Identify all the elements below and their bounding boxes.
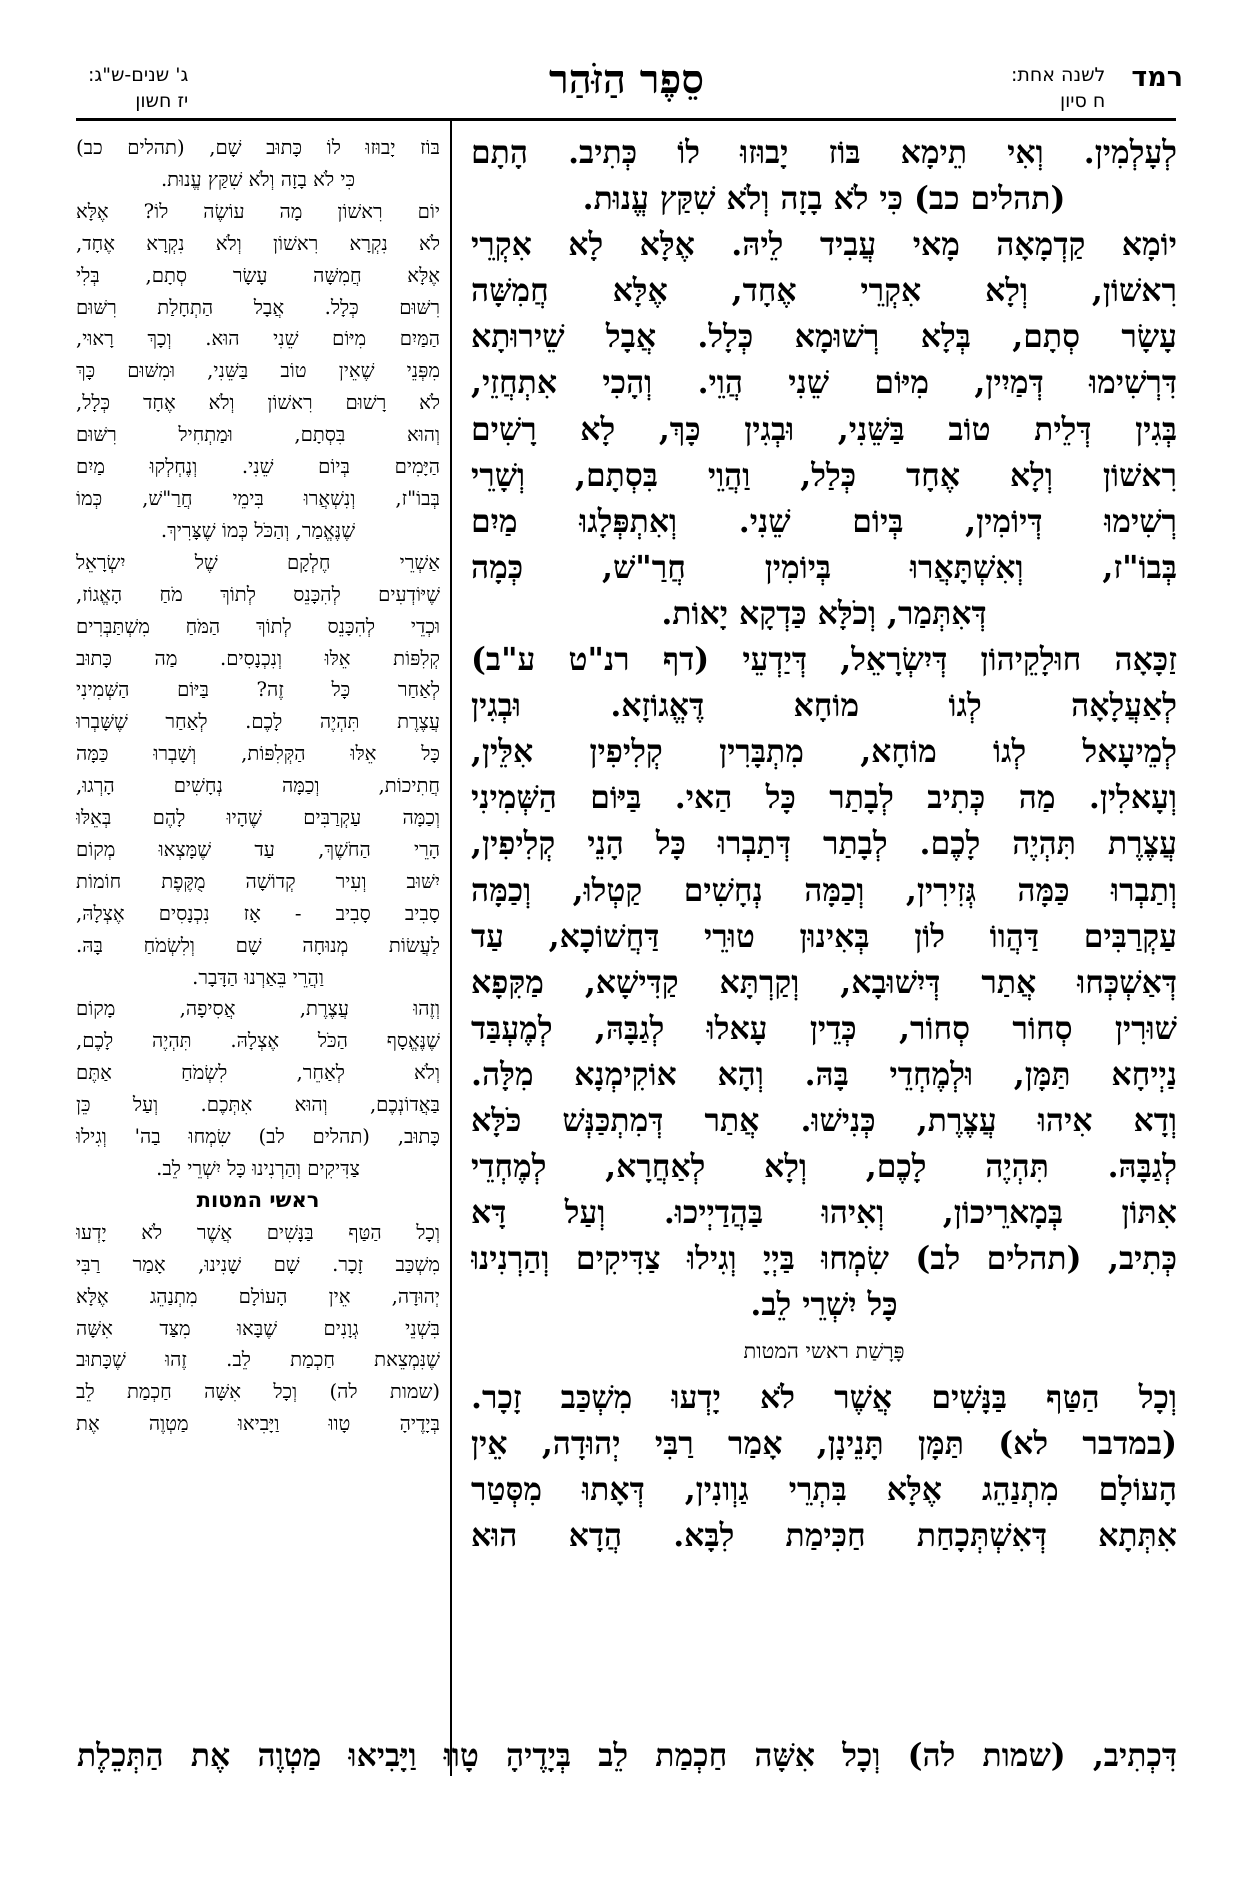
main-line: לְמֵיעָאל לְגוֹ מוֹחָא, מִתְבָּרִין קְלִיפִין אִלֵּין, — [471, 733, 1177, 771]
commentary-line: צַדִּיקִים וְהַרְנִינוּ כָּל יִשְׁרֵי לֵב. — [156, 1157, 360, 1180]
main-line: דְּאִתְּמַר, וְכֹלָּא כַּדְקָא יָאוֹת. — [661, 594, 987, 632]
main-line: אִתּוֹן בְּמָארֵיכוֹן, וְאִיהוּ בַּהֲדַיְיכוּ. וְעַל דָּא — [471, 1194, 1177, 1232]
main-line: אִתְּתָא דְּאִשְׁתְּכָחַת חַכִּימַת לִבָּא. הֲדָא הוּא — [471, 1516, 1177, 1554]
main-line: וְדָא אִיהוּ עֲצֶרֶת, כְּנִישׁוּ. אֲתַר דְּמִתְכַּנְּשׁ כֹּלָּא — [471, 1101, 1177, 1139]
commentary-line: (שמות לה) וְכָל אִשָּׁה חַכְמַת לֵב — [76, 1380, 440, 1404]
commentary-line: אַשְׁרֵי חֶלְקָם שֶׁל יִשְׂרָאֵל — [76, 550, 440, 574]
hebrew-translation-column — [76, 132, 440, 1440]
main-line: לְגַבָּהּ. תִּהְיֶה לָכֶם, וְלָא לְאַחֲרָא, לְמֶחְדֵי — [471, 1148, 1177, 1186]
commentary-line: סָבִיב סָבִיב - אָז נִכְנָסִים אֶצְלָהּ, — [76, 901, 440, 925]
commentary-line: יְהוּדָה, אֵין הָעוֹלָם מִתְנַהֵג אֶלָּא — [76, 1284, 440, 1308]
commentary-line: הַמַּיִם מִיּוֹם שֵׁנִי הוּא. וְכָךְ רָאוּי, — [76, 327, 440, 351]
main-line: רְשִׁימוּ דְּיוֹמִין, בְּיוֹם שֵׁנִי. וְאִתְפְּלָגוּ מַיִם — [471, 502, 1177, 540]
commentary-line: רִשּׁוּם כְּלָל. אֲבָל הַתְחָלַת רִשּׁוּם — [76, 295, 440, 319]
commentary-line: לַעֲשׂוֹת מְנוּחָה שָׁם וְלִשְׂמֹחַ בָּהּ. — [76, 933, 440, 957]
main-line: לְעָלְמִין. וְאִי תֵימָא בּוֹז יָבוּזוּ לוֹ כְּתִיב. הָתָם — [471, 134, 1177, 171]
main-line: דְּאַשְׁכְּחוּ אֲתַר דְּיִשׁוּבָא, וְקַרְתָּא קַדִּישָׁא, מַקִּפָא — [471, 963, 1177, 1001]
three-year-schedule-line-2: יז חשון — [135, 90, 189, 112]
commentary-line: לֹא רָשׁוּם רִאשׁוֹן וְלֹא אֶחָד כְּלָל, — [76, 391, 440, 415]
commentary-line: אֶלָּא חֲמִשָּׁה עָשָׂר סְתָם, בְּלִי — [76, 263, 440, 287]
commentary-line: הַיָּמִים בְּיוֹם שֵׁנִי. וְנֶחְלְקוּ מַיִם — [76, 455, 440, 479]
column-divider — [450, 121, 452, 1776]
book-title: סֵפֶר הַזֹּהַר — [549, 56, 704, 103]
main-line: רִאשׁוֹן וְלָא אֶחָד כְּלַל, וַהֲוֵי בִּסְתָם, וְשָׁרֵי — [471, 456, 1177, 494]
commentary-line: בּוֹז יָבוּזוּ לוֹ כָּתוּב שָׁם, (תהלים כב) — [76, 136, 440, 159]
daily-schedule-line-1: לשנה אחת: — [1011, 64, 1106, 86]
commentary-line: יוֹם רִאשׁוֹן מָה עוֹשֶׂה לוֹ? אֶלָּא — [76, 199, 440, 223]
main-line: זַכָּאָה חוּלָקֵיהוֹן דְּיִשְׂרָאֵל, דְּיַדְעֵי (דף רנ"ט ע"ב) — [471, 641, 1177, 679]
header-left — [88, 62, 188, 114]
main-line: כְּתִיב, (תהלים לב) שִׂמְחוּ בַּיְיָ וְגִילוּ צַדִּיקִים וְהַרְנִינוּ — [471, 1240, 1177, 1278]
commentary-line: וַהֲרֵי בֵּאַרְנוּ הַדָּבָר. — [192, 965, 324, 989]
section-heading: פָּרָשַׁת ראשי המטות — [743, 1339, 905, 1364]
commentary-line: עֲצֶרֶת תִּהְיֶה לָכֶם. לְאַחַר שֶׁשָּׁבְרוּ — [76, 710, 440, 734]
main-line: עַקְרַבִּים דַּהֲווֹ לוֹן בְּאִינוּן טוּרֵי דַּחֲשׁוֹכָא, עַד — [471, 917, 1177, 955]
main-line: בְּבוֹ"ז, וְאִשְׁתָּאֲרוּ בְּיוֹמִין חֲרַ"שׁ, כְּמָה — [471, 548, 1177, 586]
commentary-line: בְּיָדֶיהָ טָווּ וַיָּבִיאוּ מַטְוֶה אֶת — [76, 1412, 440, 1436]
commentary-line: וְלֹא לְאַחֵר, לִשְׂמֹחַ אַתֶּם — [76, 1061, 440, 1085]
commentary-line: בַּאֲדוֹנְכֶם, וְהוּא אִתְּכֶם. וְעַל כֵּן — [76, 1093, 440, 1117]
commentary-line: וְכַמָּה עַקְרַבִּים שֶׁהָיוּ לָהֶם בְּאֵלּוּ — [76, 806, 440, 830]
commentary-line: לְאַחַר כָּל זֶה? בַּיּוֹם הַשְּׁמִינִי — [76, 678, 440, 702]
commentary-line: שֶׁיּוֹדְעִים לְהִכָּנֵס לְתוֹךְ מֹחַ הָאֱגוֹז, — [76, 582, 440, 606]
commentary-line: קְלִפּוֹת אֵלּוּ וְנִכְנָסִים. מַה כָּתוּב — [76, 646, 440, 670]
main-line: וְכָל הַטַּף בַּנָּשִׁים אֲשֶׁר לֹא יָדְעוּ מִשְׁכַּב זָכָר. — [471, 1378, 1177, 1416]
main-line: דִּרְשִׁימוּ דְּמַיִין, מִיּוֹם שֵׁנִי הֲוֵי. וְהָכִי אִתְחֲזֵי, — [471, 364, 1177, 402]
commentary-line: הָרֵי הַחֹשֶׁךְ, עַד שֶׁמָּצְאוּ מְקוֹם — [76, 837, 440, 861]
commentary-line: וְזֶהוּ עֲצֶרֶת, אֲסִיפָה, מָקוֹם — [76, 997, 440, 1021]
main-line: שׁוּרִין סְחוֹר סְחוֹר, כְּדֵין עָאלוּ לְגַבָּהּ, לְמֶעְבַּד — [471, 1009, 1177, 1047]
main-line: רִאשׁוֹן, וְלָא אִקְרֵי אֶחָד, אֶלָּא חֲמִשָּׁה — [471, 272, 1177, 310]
commentary-line: בְּבוֹ"ז, וְנִשְׁאֲרוּ בִּימֵי חֲרַ"שׁ, כְּמוֹ — [76, 486, 440, 510]
header-divider — [76, 118, 1176, 121]
main-line: וְתַבְרוּ כַּמָּה גְּזִירִין, וְכַמָּה נְחָשִׁים קַטְלוּ, וְכַמָּה — [471, 871, 1177, 909]
page-number: רמד — [1131, 62, 1183, 93]
commentary-line: לֹא נִקְרָא רִאשׁוֹן וְלֹא נִקְרָא אֶחָד, — [76, 231, 440, 255]
main-line: (במדבר לא) תַּמָּן תָּנֵינָן, אָמַר רַבִּי יְהוּדָה, אֵין — [471, 1424, 1177, 1462]
commentary-line: שֶׁנֶּאֱסָף הַכֹּל אֶצְלָהּ. תִּהְיֶה לָכֶם, — [76, 1029, 440, 1053]
commentary-line: וְכָל הַטַּף בַּנָּשִׁים אֲשֶׁר לֹא יָדְעוּ — [76, 1220, 440, 1244]
commentary-line: כִּי לֹא בָזָה וְלֹא שִׁקַּץ עֱנוּת. — [160, 167, 356, 191]
commentary-line: יִשּׁוּב וְעִיר קְדוֹשָׁה מֻקֶּפֶת חוֹמוֹת — [76, 869, 440, 893]
footer-continuation-line: דִּכְתִיב, (שמות לה) וְכָל אִשָּׁה חַכְמַת לֵב בְּיָדֶיהָ טָווּ וַיָּבִיאוּ מַטְוֶה אֶת הַתְּכֵלֶת — [77, 1737, 1177, 1774]
commentary-line: חֲתִיכוֹת, וְכַמָּה נְחָשִׁים הָרְגוּ, — [76, 774, 440, 798]
commentary-line: כָּתוּב, (תהלים לב) שִׂמְחוּ בַה' וְגִילוּ — [76, 1125, 440, 1149]
main-aramaic-text — [471, 130, 1177, 1559]
commentary-line: שֶׁנֶּאֱמַר, וְהַכֹּל כְּמוֹ שֶׁצָּרִיךְ. — [160, 518, 356, 542]
commentary-section-heading: ראשי המטות — [196, 1187, 320, 1212]
main-line: כָּל יִשְׁרֵי לֵב. — [750, 1286, 898, 1324]
commentary-line: וְהוּא בִּסְתָם, וּמַתְחִיל רִשּׁוּם — [76, 423, 440, 447]
commentary-line: מִשְׁכַּב זָכָר. שָׁם שָׁנִינוּ, אָמַר רַבִּי — [76, 1252, 440, 1276]
main-line: עֲצֶרֶת תִּהְיֶה לָכֶם. לְבָתַר דְּתַבְרוּ כָּל הָנֵי קְלִיפִין, — [471, 825, 1177, 863]
main-line: יוֹמָא קַדְמָאָה מָאי עֲבִיד לֵיהּ. אֶלָּא לָא אִקְרֵי — [471, 226, 1177, 264]
main-line: בְּגִין דְּלֵית טוֹב בַּשֵּׁנִי, וּבְגִין כָּךְ, לָא רָשִׁים — [471, 410, 1177, 448]
commentary-line: וּכְדֵי לְהִכָּנֵס לְתוֹךְ הַמֹּחַ מִשְׁתַּבְּרִים — [76, 614, 440, 638]
main-line: עָשָׂר סְתָם, בְּלָא רְשׁוּמָא כְּלָל. אֲבָל שֵׁירוּתָא — [471, 318, 1177, 356]
main-line: לְאַעֲלָאָה לְגוֹ מוֹחָא דֶּאֱגוֹזָא. וּבְגִין — [471, 687, 1177, 725]
three-year-schedule-line-1: ג' שנים-ש"ג: — [88, 64, 189, 86]
main-line: הָעוֹלָם מִתְנַהֵג אֶלָּא בִּתְרֵי גַוְונִין, דְּאָתוּ מִסְּטַר — [471, 1470, 1177, 1508]
commentary-line: מִפְּנֵי שֶׁאֵין טוֹב בַּשֵּׁנִי, וּמִשּׁוּם כָּךְ — [76, 359, 440, 383]
commentary-line: כָּל אֵלּוּ הַקְּלִפּוֹת, וְשָׁבְרוּ כַּמָּה — [76, 742, 440, 766]
main-line: נַיְיחָא תַּמָּן, וּלְמֶחְדֵי בָּהּ. וְהָא אוֹקִימְנָא מִלָּה. — [471, 1055, 1177, 1093]
main-line: (תהלים כב) כִּי לֹא בָזָה וְלֹא שִׁקַּץ עֱנוּת. — [582, 180, 1066, 218]
main-line: וְעָאלִין. מַה כְּתִיב לְבָתַר כָּל הַאי. בַּיּוֹם הַשְּׁמִינִי — [471, 779, 1177, 817]
daily-schedule-line-2: ח סיון — [1059, 90, 1106, 112]
commentary-line: שֶׁנִּמְצֵאת חַכְמַת לֵב. זֶהוּ שֶׁכָּתוּב — [76, 1348, 440, 1372]
commentary-line: בִּשְׁנֵי גְוָנִים שֶׁבָּאוּ מִצַּד אִשָּׁה — [76, 1316, 440, 1340]
